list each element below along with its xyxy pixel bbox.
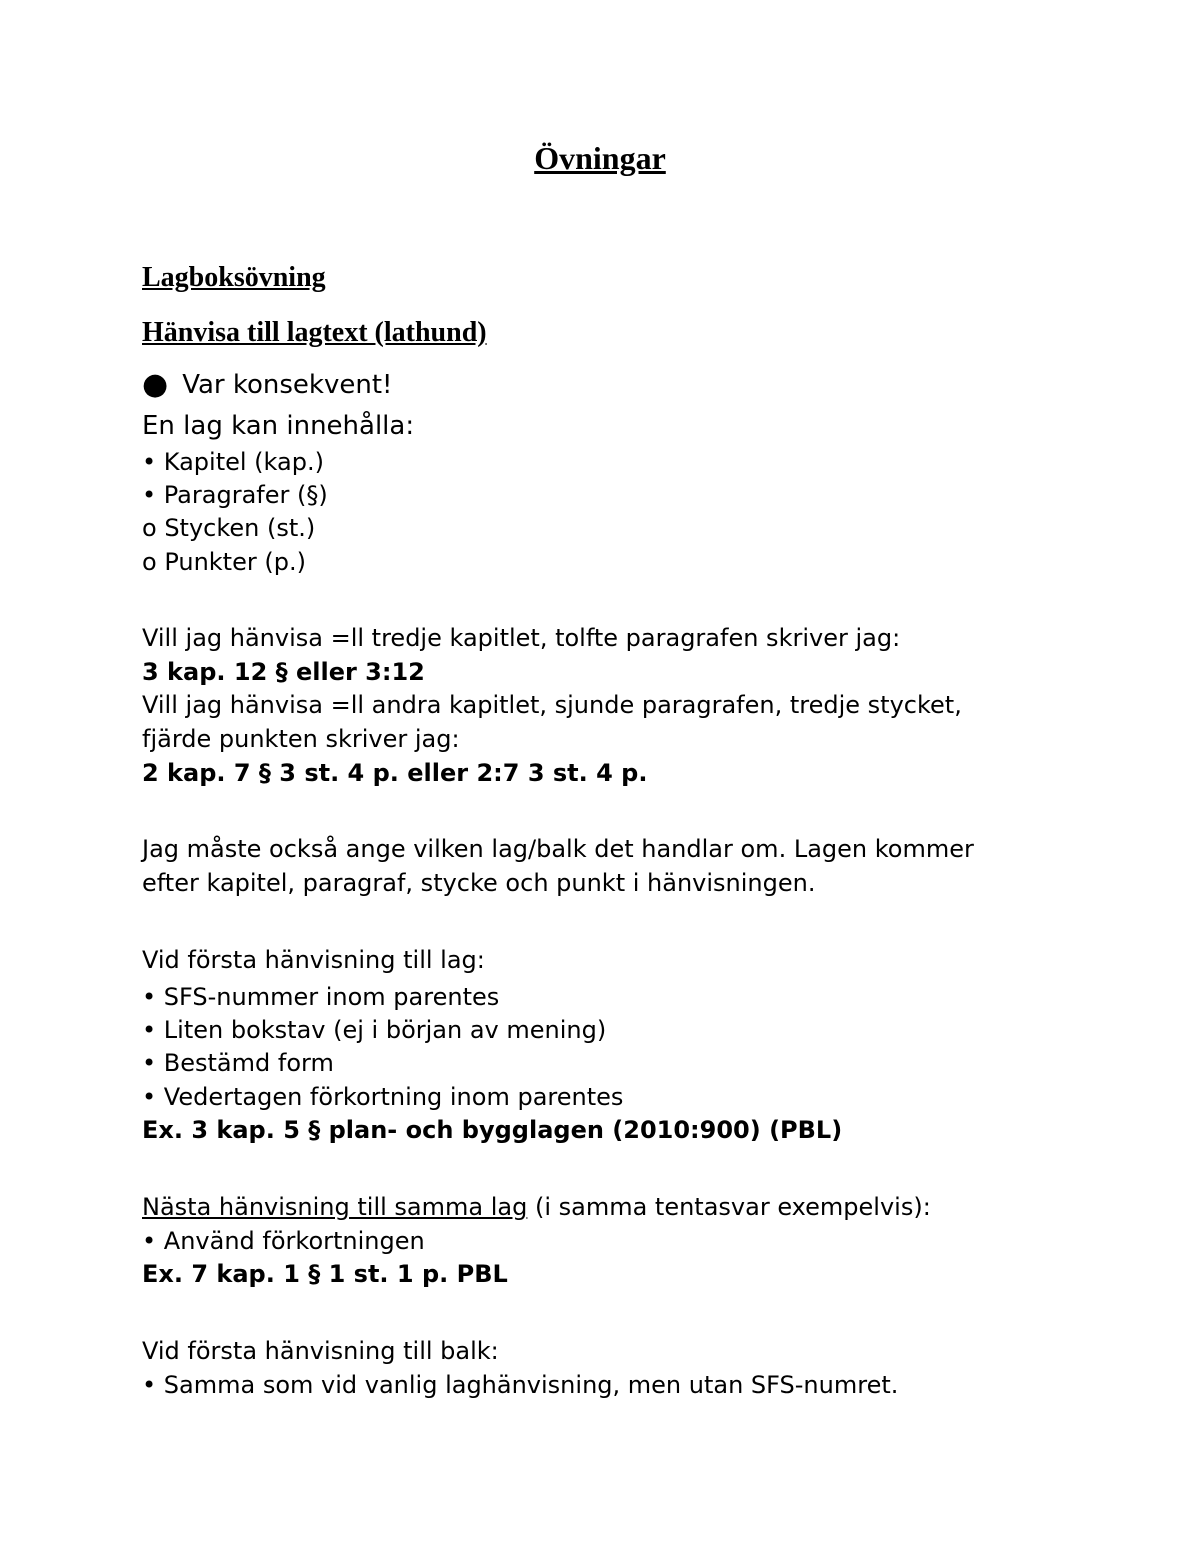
- list-item: • Bestämd form: [142, 1049, 334, 1077]
- list-item: • Använd förkortningen: [142, 1227, 425, 1255]
- list-item: • Liten bokstav (ej i början av mening): [142, 1016, 607, 1044]
- first-ref-example: Ex. 3 kap. 5 § plan- och bygglagen (2010:900) (PBL): [142, 1116, 843, 1144]
- next-ref-line: [142, 1190, 931, 1224]
- page-title: Övningar: [534, 140, 666, 176]
- balk-heading: Vid första hänvisning till balk:: [142, 1337, 499, 1365]
- example2-bold: 2 kap. 7 § 3 st. 4 p. eller 2:7 3 st. 4 p.: [142, 759, 648, 787]
- heading-hanvisa: Hänvisa till lagtext (lathund): [142, 317, 487, 348]
- intro-text: En lag kan innehålla:: [142, 411, 415, 441]
- first-ref-heading: Vid första hänvisning till lag:: [142, 946, 485, 974]
- example1-bold: 3 kap. 12 § eller 3:12: [142, 658, 425, 686]
- bullet-icon: ●: [142, 367, 169, 402]
- next-ref-rest: (i samma tentasvar exempelvis):: [527, 1193, 931, 1221]
- next-ref-underlined: Nästa hänvisning till samma lag: [142, 1193, 528, 1221]
- list-item: • Kapitel (kap.): [142, 448, 324, 476]
- list-item: • Samma som vid vanlig laghänvisning, men utan SFS-numret.: [142, 1371, 899, 1399]
- example2-text-line2: fjärde punkten skriver jag:: [142, 725, 460, 753]
- list-item: o Punkter (p.): [142, 548, 306, 576]
- list-item: • SFS-nummer inom parentes: [142, 983, 500, 1011]
- next-ref-example: Ex. 7 kap. 1 § 1 st. 1 p. PBL: [142, 1260, 508, 1288]
- example2-text-line1: Vill jag hänvisa =ll andra kapitlet, sjunde paragrafen, tredje stycket,: [142, 691, 962, 719]
- intro-bullet-line: [142, 368, 392, 402]
- intro-bullet-text: Var konsekvent!: [182, 370, 393, 400]
- list-item: • Vedertagen förkortning inom parentes: [142, 1083, 624, 1111]
- law-note-line2: efter kapitel, paragraf, stycke och punkt i hänvisningen.: [142, 869, 816, 897]
- law-note-line1: Jag måste också ange vilken lag/balk det handlar om. Lagen kommer: [142, 835, 974, 863]
- list-item: o Stycken (st.): [142, 514, 316, 542]
- example1-text: Vill jag hänvisa =ll tredje kapitlet, tolfte paragrafen skriver jag:: [142, 624, 901, 652]
- heading-lagboksovning: Lagboksövning: [142, 262, 326, 293]
- list-item: • Paragrafer (§): [142, 481, 328, 509]
